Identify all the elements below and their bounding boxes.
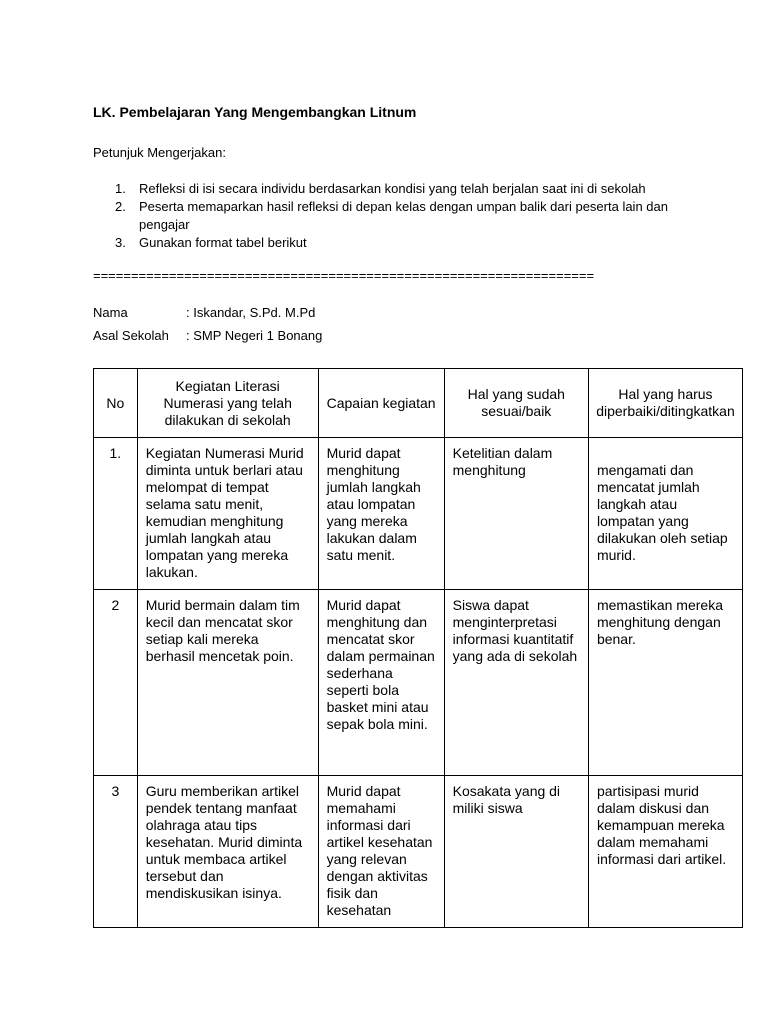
cell-no: 3 [94, 776, 138, 928]
cell-kegiatan: Guru memberikan artikel pendek tentang manfaat olahraga atau tips kesehatan. Murid diminta untuk membaca artikel tersebut dan mendiskusikan isinya. [137, 776, 318, 928]
instruction-item [93, 180, 693, 198]
cell-capaian: Murid dapat menghitung dan mencatat skor dalam permainan sederhana seperti bola basket mini atau sepak bola mini. [318, 590, 444, 776]
cell-capaian: Murid dapat memahami informasi dari artikel kesehatan yang relevan dengan aktivitas fisik dan kesehatan [318, 776, 444, 928]
instruction-item [93, 198, 693, 234]
instruction-number: 2. [115, 199, 126, 214]
header-perbaiki: Hal yang harus diperbaiki/ditingkatkan [588, 369, 742, 438]
table-row [94, 776, 743, 928]
cell-perbaiki: mengamati dan mencatat jumlah langkah atau lompatan yang dilakukan oleh setiap murid. [588, 438, 742, 590]
school-label: Asal Sekolah [93, 328, 169, 343]
cell-perbaiki: partisipasi murid dalam diskusi dan kemampuan mereka dalam memahami informasi dari artikel. [588, 776, 742, 928]
table-row [94, 590, 743, 776]
cell-kegiatan: Kegiatan Numerasi Murid diminta untuk berlari atau melompat di tempat selama satu menit, kemudian menghitung jumlah langkah atau lompatan yang mereka lakukan. [137, 438, 318, 590]
table-row [94, 438, 743, 590]
table-header-row [94, 369, 743, 438]
instructions-heading: Petunjuk Mengerjakan: [93, 145, 226, 160]
instruction-number: 3. [115, 235, 126, 250]
header-capaian: Capaian kegiatan [318, 369, 444, 438]
header-no: No [94, 369, 138, 438]
header-kegiatan: Kegiatan Literasi Numerasi yang telah dilakukan di sekolah [137, 369, 318, 438]
cell-sesuai: Siswa dapat menginterpretasi informasi kuantitatif yang ada di sekolah [444, 590, 588, 776]
header-sesuai: Hal yang sudah sesuai/baik [444, 369, 588, 438]
cell-kegiatan: Murid bermain dalam tim kecil dan mencatat skor setiap kali mereka berhasil mencetak poin. [137, 590, 318, 776]
cell-capaian: Murid dapat menghitung jumlah langkah atau lompatan yang mereka lakukan dalam satu menit. [318, 438, 444, 590]
school-value: : SMP Negeri 1 Bonang [186, 328, 323, 343]
instruction-text: Peserta memaparkan hasil refleksi di depan kelas dengan umpan balik dari peserta lain dan pengajar [139, 199, 668, 232]
school-row [93, 328, 322, 343]
cell-perbaiki: memastikan mereka menghitung dengan benar. [588, 590, 742, 776]
instruction-text: Refleksi di isi secara individu berdasarkan kondisi yang telah berjalan saat ini di sekolah [139, 181, 646, 196]
cell-no: 1. [94, 438, 138, 590]
cell-sesuai: Kosakata yang di miliki siswa [444, 776, 588, 928]
reflection-table [93, 368, 743, 928]
name-value: : Iskandar, S.Pd. M.Pd [186, 305, 316, 320]
instruction-item [93, 234, 693, 252]
divider-line: ================================================================== [93, 268, 595, 283]
instruction-list [93, 180, 693, 252]
cell-sesuai: Ketelitian dalam menghitung [444, 438, 588, 590]
name-row [93, 305, 315, 320]
document-title: LK. Pembelajaran Yang Mengembangkan Litnum [93, 104, 417, 120]
instruction-number: 1. [115, 181, 126, 196]
name-label: Nama [93, 305, 128, 320]
instruction-text: Gunakan format tabel berikut [139, 235, 307, 250]
cell-no: 2 [94, 590, 138, 776]
